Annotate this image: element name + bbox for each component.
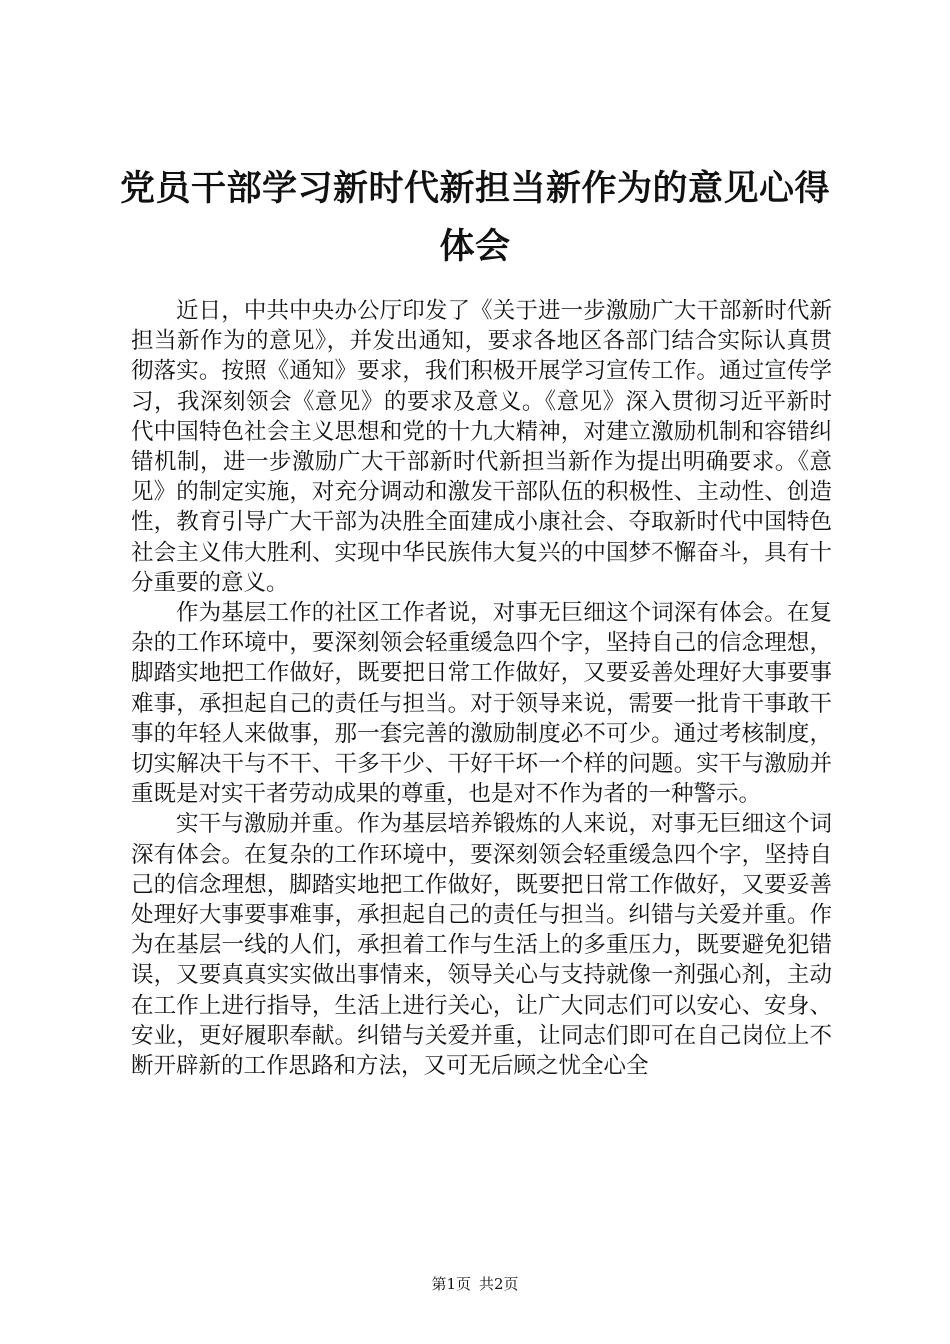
paragraph-2: 作为基层工作的社区工作者说，对事无巨细这个词深有体会。在复杂的工作环境中，要深刻领会轻重缓急四个字，坚持自己的信念理想，脚踏实地把工作做好，既要把日常工作做好，又要妥善处理好大事要事难事，承担起自己的责任与担当。对于领导来说，需要一批肯干事敢干事的年轻人来做事，那一套完善的激励制度必不可少。通过考核制度，切实解决干与不干、干多干少、干好干坏一个样的问题。实干与激励并重既是对实干者劳动成果的尊重，也是对不作为者的一种警示。 (131, 600, 832, 808)
document-body (131, 296, 832, 1081)
paragraph-1: 近日，中共中央办公厅印发了《关于进一步激励广大干部新时代新担当新作为的意见》，并发出通知，要求各地区各部门结合实际认真贯彻落实。按照《通知》要求，我们积极开展学习宣传工作。通过宣传学习，我深刻领会《意见》的要求及意义。《意见》深入贯彻习近平新时代中国特色社会主义思想和党的十九大精神，对建立激励机制和容错纠错机制，进一步激励广大干部新时代新担当新作为提出明确要求。《意见》的制定实施，对充分调动和激发干部队伍的积极性、主动性、创造性，教育引导广大干部为决胜全面建成小康社会、夺取新时代中国特色社会主义伟大胜利、实现中华民族伟大复兴的中国梦不懈奋斗，具有十分重要的意义。 (131, 298, 832, 596)
page-footer (0, 1274, 950, 1294)
title-line-2: 体会 (439, 227, 511, 267)
paragraph-3: 实干与激励并重。作为基层培养锻炼的人来说，对事无巨细这个词深有体会。在复杂的工作环境中，要深刻领会轻重缓急四个字，坚持自己的信念理想，脚踏实地把工作做好，既要把日常工作做好，又要妥善处理好大事要事难事，承担起自己的责任与担当。纠错与关爱并重。作为在基层一线的人们，承担着工作与生活上的多重压力，既要避免犯错误，又要真真实实做出事情来，领导关心与支持就像一剂强心剂，主动在工作上进行指导，生活上进行关心，让广大同志们可以安心、安身、安业，更好履职奉献。纠错与关爱并重，让同志们即可在自己岗位上不断开辟新的工作思路和方法，又可无后顾之忧全心全 (131, 811, 832, 1080)
page-number: 第1页 (431, 1275, 471, 1293)
title-line-1: 党员干部学习新时代新担当新作为的意见心得 (119, 169, 830, 209)
page-total: 共2页 (479, 1275, 519, 1293)
document-title (100, 160, 850, 276)
